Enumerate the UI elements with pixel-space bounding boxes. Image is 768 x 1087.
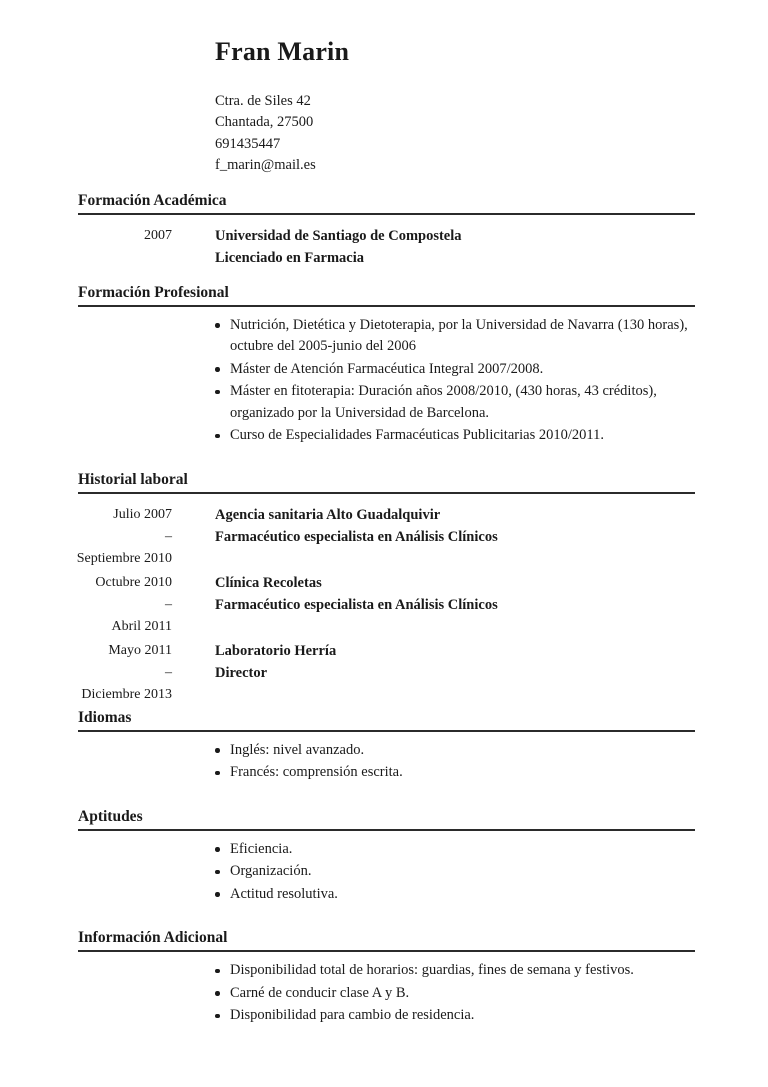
list-item: Eficiencia.	[215, 839, 768, 861]
academic-entry	[0, 225, 768, 269]
entry-employer: Clínica Recoletas	[215, 574, 322, 591]
list-item: Nutrición, Dietética y Dietoterapia, por la Universidad de Navarra (130 horas), octubre del 2005-junio del 2006	[215, 315, 768, 358]
section-rule	[78, 492, 695, 494]
list-item: Carné de conducir clase A y B.	[215, 983, 768, 1005]
list-item: Francés: comprensión escrita.	[215, 762, 768, 784]
list-item: Actitud resolutiva.	[215, 884, 768, 906]
entry-date-start: Mayo 2011	[108, 642, 172, 658]
additional-list	[0, 960, 768, 1027]
entry-date-range	[0, 640, 172, 706]
work-entries	[0, 504, 768, 706]
list-item: Máster en fitoterapia: Duración años 2008/2010, (430 horas, 43 créditos), organizado por la Universidad de Barcelona.	[215, 381, 768, 424]
entry-date-year: 2007	[144, 227, 172, 243]
section-academic	[0, 191, 768, 269]
entry-date	[0, 225, 172, 247]
section-rule	[78, 950, 695, 952]
list-item: Disponibilidad para cambio de residencia.	[215, 1005, 768, 1027]
page-title: Fran Marin	[215, 37, 350, 66]
work-entry	[0, 504, 768, 570]
entry-employer: Agencia sanitaria Alto Guadalquivir	[215, 506, 441, 523]
academic-entries	[0, 225, 768, 269]
contact-address: Ctra. de Siles 42	[215, 92, 311, 109]
entry-employer: Laboratorio Herría	[215, 642, 337, 659]
section-heading-professional: Formación Profesional	[78, 283, 229, 301]
entry-date-start: Julio 2007	[113, 506, 172, 522]
entry-date-dash: –	[165, 664, 172, 680]
section-professional	[0, 283, 768, 447]
entry-date-end: Diciembre 2013	[81, 686, 172, 702]
section-work	[0, 470, 768, 706]
entry-institution: Universidad de Santiago de Compostela	[215, 227, 462, 244]
list-item: Curso de Especialidades Farmacéuticas Publicitarias 2010/2011.	[215, 425, 768, 447]
section-heading-additional: Información Adicional	[78, 929, 228, 947]
entry-body	[215, 640, 768, 684]
resume-header	[215, 0, 768, 177]
section-rule	[78, 829, 695, 831]
professional-list	[0, 315, 768, 447]
section-rule	[78, 213, 695, 215]
skills-list	[0, 839, 768, 906]
entry-date-dash: –	[165, 596, 172, 612]
section-heading-languages: Idiomas	[78, 708, 132, 726]
section-heading-skills: Aptitudes	[78, 807, 143, 825]
section-heading-academic: Formación Académica	[78, 191, 227, 209]
section-rule	[78, 305, 695, 307]
list-item: Organización.	[215, 861, 768, 883]
list-item: Inglés: nivel avanzado.	[215, 740, 768, 762]
contact-phone: 691435447	[215, 135, 281, 152]
entry-date-start: Octubre 2010	[95, 574, 172, 590]
entry-degree: Licenciado en Farmacia	[215, 249, 365, 266]
section-languages	[0, 708, 768, 784]
section-skills	[0, 807, 768, 906]
contact-city: Chantada, 27500	[215, 114, 314, 131]
list-item: Disponibilidad total de horarios: guardias, fines de semana y festivos.	[215, 960, 768, 982]
entry-date-range	[0, 504, 172, 570]
entry-role: Director	[215, 664, 268, 681]
work-entry	[0, 640, 768, 706]
section-rule	[78, 730, 695, 732]
entry-role: Farmacéutico especialista en Análisis Clínicos	[215, 596, 498, 613]
entry-date-end: Septiembre 2010	[76, 550, 172, 566]
section-heading-work: Historial laboral	[78, 470, 188, 488]
entry-date-end: Abril 2011	[111, 618, 172, 634]
work-entry	[0, 572, 768, 638]
entry-body	[215, 572, 768, 616]
section-additional	[0, 928, 768, 1027]
entry-body	[215, 504, 768, 548]
languages-list	[0, 740, 768, 784]
entry-date-dash: –	[165, 528, 172, 544]
contact-email: f_marin@mail.es	[215, 157, 316, 174]
entry-role: Farmacéutico especialista en Análisis Clínicos	[215, 528, 498, 545]
entry-body	[215, 225, 768, 269]
list-item: Máster de Atención Farmacéutica Integral 2007/2008.	[215, 359, 768, 381]
entry-date-range	[0, 572, 172, 638]
